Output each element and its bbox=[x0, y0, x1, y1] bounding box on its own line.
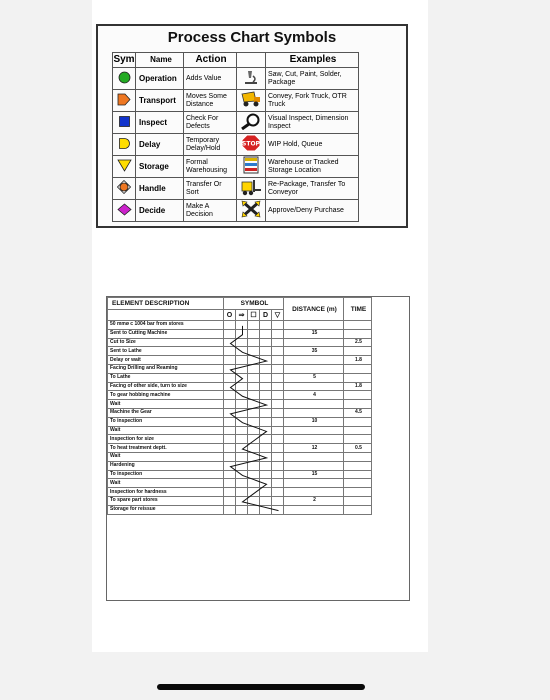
symbol-cell bbox=[224, 496, 236, 505]
symbol-cell bbox=[272, 452, 284, 461]
table-row bbox=[108, 391, 372, 400]
symbol-cell bbox=[260, 364, 272, 373]
element-description: Cut to Size bbox=[108, 338, 224, 347]
symbol-row-inspect bbox=[113, 112, 359, 134]
distance-value: 4 bbox=[284, 391, 344, 400]
header-element-description: ELEMENT DESCRIPTION bbox=[108, 298, 224, 310]
table-row bbox=[108, 400, 372, 409]
symbol-cell bbox=[224, 417, 236, 426]
distance-value bbox=[284, 505, 344, 514]
element-description: Wait bbox=[108, 479, 224, 488]
table-row bbox=[108, 470, 372, 479]
symbol-cell bbox=[248, 417, 260, 426]
element-description: Inspection for size bbox=[108, 435, 224, 444]
symbol-cell bbox=[272, 382, 284, 391]
symbol-cell bbox=[236, 426, 248, 435]
symbol-row-transport bbox=[113, 90, 359, 112]
element-description: To Lathe bbox=[108, 373, 224, 382]
symbol-cell bbox=[248, 505, 260, 514]
symbol-cell bbox=[224, 408, 236, 417]
distance-value: 15 bbox=[284, 329, 344, 338]
symbol-cell bbox=[248, 479, 260, 488]
handle-symbol-icon bbox=[113, 178, 136, 200]
symbol-cell bbox=[224, 452, 236, 461]
symbol-cell bbox=[224, 338, 236, 347]
microscope-icon bbox=[237, 68, 266, 90]
symbol-cell bbox=[260, 373, 272, 382]
decide-symbol-icon bbox=[113, 200, 136, 222]
symbol-name: Decide bbox=[136, 200, 184, 222]
table-row bbox=[108, 329, 372, 338]
symbol-action: Check For Defects bbox=[184, 112, 237, 134]
symbol-cell bbox=[248, 338, 260, 347]
time-value bbox=[344, 470, 372, 479]
symbol-cell bbox=[236, 356, 248, 365]
distance-value: 10 bbox=[284, 417, 344, 426]
symbol-action: Formal Warehousing bbox=[184, 156, 237, 178]
symbol-cell bbox=[224, 426, 236, 435]
symbols-header-row bbox=[113, 53, 359, 68]
symbol-cell bbox=[236, 408, 248, 417]
symbol-cell bbox=[272, 479, 284, 488]
table-row bbox=[108, 505, 372, 514]
distance-value bbox=[284, 488, 344, 497]
symbol-cell bbox=[224, 435, 236, 444]
delay-glyph: D bbox=[260, 310, 272, 321]
symbol-cell bbox=[272, 444, 284, 453]
symbol-cell bbox=[224, 488, 236, 497]
distance-value bbox=[284, 364, 344, 373]
symbol-cell bbox=[236, 329, 248, 338]
symbol-cell bbox=[260, 435, 272, 444]
symbol-cell bbox=[248, 496, 260, 505]
symbol-cell bbox=[260, 496, 272, 505]
storage-glyph: ▽ bbox=[272, 310, 284, 321]
symbol-cell bbox=[272, 364, 284, 373]
element-description: Hardening bbox=[108, 461, 224, 470]
symbol-cell bbox=[272, 426, 284, 435]
symbol-cell bbox=[224, 461, 236, 470]
table-row bbox=[108, 373, 372, 382]
symbol-cell bbox=[248, 444, 260, 453]
distance-value bbox=[284, 426, 344, 435]
time-value bbox=[344, 364, 372, 373]
symbol-cell bbox=[260, 426, 272, 435]
symbol-examples: WIP Hold, Queue bbox=[266, 134, 359, 156]
symbol-cell bbox=[248, 461, 260, 470]
symbol-cell bbox=[248, 364, 260, 373]
symbol-action: Make A Decision bbox=[184, 200, 237, 222]
symbol-cell bbox=[248, 329, 260, 338]
header-symbol: SYMBOL bbox=[224, 298, 284, 310]
symbol-cell bbox=[272, 400, 284, 409]
symbol-cell bbox=[272, 417, 284, 426]
time-value bbox=[344, 426, 372, 435]
symbol-cell bbox=[260, 461, 272, 470]
time-value bbox=[344, 391, 372, 400]
header-name: Name bbox=[136, 53, 184, 68]
symbol-cell bbox=[260, 408, 272, 417]
table-row bbox=[108, 364, 372, 373]
symbol-row-operation bbox=[113, 68, 359, 90]
time-value: 2.5 bbox=[344, 338, 372, 347]
time-value bbox=[344, 329, 372, 338]
symbol-cell bbox=[248, 488, 260, 497]
symbol-cell bbox=[236, 347, 248, 356]
symbols-table-title: Process Chart Symbols bbox=[167, 29, 337, 46]
symbol-cell bbox=[260, 417, 272, 426]
time-value bbox=[344, 461, 372, 470]
table-row bbox=[108, 347, 372, 356]
inspect-glyph: ☐ bbox=[248, 310, 260, 321]
symbol-cell bbox=[224, 505, 236, 514]
symbol-cell bbox=[236, 382, 248, 391]
symbol-cell bbox=[272, 470, 284, 479]
distance-value bbox=[284, 400, 344, 409]
symbol-cell bbox=[224, 382, 236, 391]
symbol-examples: Convey, Fork Truck, OTR Truck bbox=[266, 90, 359, 112]
distance-value bbox=[284, 321, 344, 330]
symbol-cell bbox=[236, 479, 248, 488]
operation-glyph: O bbox=[224, 310, 236, 321]
symbol-cell bbox=[260, 505, 272, 514]
symbol-cell bbox=[272, 488, 284, 497]
distance-value bbox=[284, 338, 344, 347]
symbol-cell bbox=[236, 364, 248, 373]
distance-value: 2 bbox=[284, 496, 344, 505]
symbol-row-decide bbox=[113, 200, 359, 222]
table-row bbox=[108, 496, 372, 505]
symbol-cell bbox=[272, 496, 284, 505]
distance-value bbox=[284, 461, 344, 470]
table-row bbox=[108, 435, 372, 444]
symbol-cell bbox=[260, 444, 272, 453]
document-page bbox=[92, 0, 428, 652]
table-row bbox=[108, 426, 372, 435]
transport-symbol-icon bbox=[113, 90, 136, 112]
element-description: Delay or wait bbox=[108, 356, 224, 365]
symbol-examples: Visual Inspect, Dimension Inspect bbox=[266, 112, 359, 134]
cross-arrows-icon bbox=[237, 200, 266, 222]
element-description: To spare part stores bbox=[108, 496, 224, 505]
symbol-cell bbox=[248, 356, 260, 365]
time-value: 1.8 bbox=[344, 356, 372, 365]
table-row bbox=[108, 382, 372, 391]
time-value bbox=[344, 505, 372, 514]
symbol-name: Delay bbox=[136, 134, 184, 156]
symbol-name: Transport bbox=[136, 90, 184, 112]
symbol-cell bbox=[248, 435, 260, 444]
transport-glyph: ⇒ bbox=[236, 310, 248, 321]
symbol-cell bbox=[248, 470, 260, 479]
time-value bbox=[344, 373, 372, 382]
symbol-cell bbox=[272, 461, 284, 470]
operation-symbol-icon bbox=[113, 68, 136, 90]
element-description: To inspection bbox=[108, 470, 224, 479]
time-value bbox=[344, 321, 372, 330]
distance-value bbox=[284, 356, 344, 365]
distance-value: 5 bbox=[284, 373, 344, 382]
symbol-cell bbox=[260, 338, 272, 347]
time-value bbox=[344, 479, 372, 488]
symbol-cell bbox=[248, 452, 260, 461]
symbol-cell bbox=[236, 400, 248, 409]
header-time: TIME bbox=[344, 298, 372, 321]
element-description: Wait bbox=[108, 452, 224, 461]
table-row bbox=[108, 417, 372, 426]
symbol-cell bbox=[260, 488, 272, 497]
symbol-cell bbox=[272, 435, 284, 444]
element-description: Sent to Cutting Machine bbox=[108, 329, 224, 338]
symbol-cell bbox=[224, 470, 236, 479]
symbol-action: Adds Value bbox=[184, 68, 237, 90]
header-distance: DISTANCE (m) bbox=[284, 298, 344, 321]
table-row bbox=[108, 461, 372, 470]
symbol-cell bbox=[272, 408, 284, 417]
symbol-cell bbox=[248, 408, 260, 417]
time-value bbox=[344, 417, 372, 426]
symbol-cell bbox=[236, 391, 248, 400]
element-description: Machine the Gear bbox=[108, 408, 224, 417]
symbol-cell bbox=[272, 329, 284, 338]
time-value bbox=[344, 452, 372, 461]
forklift-icon bbox=[237, 178, 266, 200]
element-description: Facing of other side, turn to size bbox=[108, 382, 224, 391]
symbol-cell bbox=[272, 338, 284, 347]
symbol-cell bbox=[224, 444, 236, 453]
flow-process-chart bbox=[106, 296, 410, 601]
symbol-row-delay bbox=[113, 134, 359, 156]
symbol-cell bbox=[272, 347, 284, 356]
symbol-cell bbox=[272, 373, 284, 382]
symbol-cell bbox=[260, 470, 272, 479]
magnifier-icon bbox=[237, 112, 266, 134]
distance-value: 15 bbox=[284, 470, 344, 479]
table-row bbox=[108, 479, 372, 488]
table-row bbox=[108, 356, 372, 365]
home-indicator[interactable] bbox=[157, 684, 365, 690]
symbol-examples: Approve/Deny Purchase bbox=[266, 200, 359, 222]
symbol-cell bbox=[248, 391, 260, 400]
header-examples: Examples bbox=[266, 53, 359, 68]
symbol-cell bbox=[260, 400, 272, 409]
symbol-cell bbox=[248, 382, 260, 391]
symbol-cell bbox=[260, 321, 272, 330]
symbol-cell bbox=[224, 479, 236, 488]
storage-symbol-icon bbox=[113, 156, 136, 178]
distance-value bbox=[284, 479, 344, 488]
symbol-name: Storage bbox=[136, 156, 184, 178]
delay-symbol-icon bbox=[113, 134, 136, 156]
header-picture bbox=[237, 53, 266, 68]
distance-value bbox=[284, 435, 344, 444]
symbol-cell bbox=[248, 426, 260, 435]
symbol-cell bbox=[260, 479, 272, 488]
symbol-action: Moves Some Distance bbox=[184, 90, 237, 112]
time-value: 4.5 bbox=[344, 408, 372, 417]
table-row bbox=[108, 321, 372, 330]
symbol-cell bbox=[248, 400, 260, 409]
symbol-name: Handle bbox=[136, 178, 184, 200]
symbol-cell bbox=[260, 452, 272, 461]
symbol-examples: Warehouse or Tracked Storage Location bbox=[266, 156, 359, 178]
symbol-action: Temporary Delay/Hold bbox=[184, 134, 237, 156]
symbol-cell bbox=[224, 329, 236, 338]
symbols-grid bbox=[112, 52, 359, 222]
symbol-cell bbox=[236, 417, 248, 426]
element-description: Facing Drilling and Reaming bbox=[108, 364, 224, 373]
flow-header-row bbox=[108, 298, 372, 310]
symbol-cell bbox=[236, 373, 248, 382]
symbol-cell bbox=[236, 338, 248, 347]
distance-value bbox=[284, 408, 344, 417]
symbol-cell bbox=[260, 382, 272, 391]
symbol-cell bbox=[236, 321, 248, 330]
symbol-cell bbox=[260, 347, 272, 356]
symbol-cell bbox=[236, 444, 248, 453]
symbol-cell bbox=[248, 347, 260, 356]
symbol-cell bbox=[260, 356, 272, 365]
element-description: To gear hobbing machine bbox=[108, 391, 224, 400]
table-row bbox=[108, 444, 372, 453]
distance-value: 35 bbox=[284, 347, 344, 356]
symbol-cell bbox=[224, 391, 236, 400]
flow-body bbox=[108, 298, 372, 515]
element-description: 50 mmø c 1004 bar from stores bbox=[108, 321, 224, 330]
distance-value: 12 bbox=[284, 444, 344, 453]
symbol-cell bbox=[248, 321, 260, 330]
element-description: Storage for reissue bbox=[108, 505, 224, 514]
distance-value bbox=[284, 382, 344, 391]
inspect-symbol-icon bbox=[113, 112, 136, 134]
time-value bbox=[344, 488, 372, 497]
process-chart-symbols-table bbox=[96, 24, 408, 228]
symbol-row-storage bbox=[113, 156, 359, 178]
flow-grid bbox=[107, 297, 372, 515]
element-description: To inspection bbox=[108, 417, 224, 426]
stop-sign-icon bbox=[237, 134, 266, 156]
header-sym: Sym bbox=[113, 53, 136, 68]
symbol-cell bbox=[236, 488, 248, 497]
symbol-name: Operation bbox=[136, 68, 184, 90]
symbol-cell bbox=[224, 321, 236, 330]
symbol-action: Transfer Or Sort bbox=[184, 178, 237, 200]
time-value bbox=[344, 435, 372, 444]
shelving-icon bbox=[237, 156, 266, 178]
symbol-cell bbox=[248, 373, 260, 382]
header-action: Action bbox=[184, 53, 237, 68]
symbol-row-handle bbox=[113, 178, 359, 200]
element-description: To heat treatment deptt. bbox=[108, 444, 224, 453]
symbol-cell bbox=[224, 356, 236, 365]
symbol-cell bbox=[236, 505, 248, 514]
element-description: Sent to Lathe bbox=[108, 347, 224, 356]
symbol-examples: Saw, Cut, Paint, Solder, Package bbox=[266, 68, 359, 90]
symbol-cell bbox=[236, 496, 248, 505]
element-description: Inspection for hardness bbox=[108, 488, 224, 497]
header-spacer bbox=[108, 310, 224, 321]
symbol-cell bbox=[236, 452, 248, 461]
symbol-cell bbox=[224, 347, 236, 356]
time-value: 1.8 bbox=[344, 382, 372, 391]
symbol-cell bbox=[224, 373, 236, 382]
symbol-examples: Re-Package, Transfer To Conveyor bbox=[266, 178, 359, 200]
symbol-cell bbox=[272, 391, 284, 400]
symbol-cell bbox=[272, 321, 284, 330]
element-description: Wait bbox=[108, 426, 224, 435]
symbol-cell bbox=[236, 470, 248, 479]
time-value bbox=[344, 400, 372, 409]
time-value: 0.5 bbox=[344, 444, 372, 453]
table-row bbox=[108, 338, 372, 347]
distance-value bbox=[284, 452, 344, 461]
time-value bbox=[344, 347, 372, 356]
element-description: Wait bbox=[108, 400, 224, 409]
symbol-name: Inspect bbox=[136, 112, 184, 134]
table-row bbox=[108, 408, 372, 417]
symbol-cell bbox=[272, 505, 284, 514]
table-row bbox=[108, 452, 372, 461]
table-row bbox=[108, 488, 372, 497]
symbol-cell bbox=[236, 461, 248, 470]
symbol-cell bbox=[272, 356, 284, 365]
symbol-cell bbox=[236, 435, 248, 444]
symbols-body bbox=[113, 68, 359, 222]
symbol-cell bbox=[260, 391, 272, 400]
dump-truck-icon bbox=[237, 90, 266, 112]
svg-text:STOP: STOP bbox=[242, 140, 260, 148]
symbol-cell bbox=[224, 400, 236, 409]
symbol-cell bbox=[224, 364, 236, 373]
symbol-cell bbox=[260, 329, 272, 338]
time-value bbox=[344, 496, 372, 505]
